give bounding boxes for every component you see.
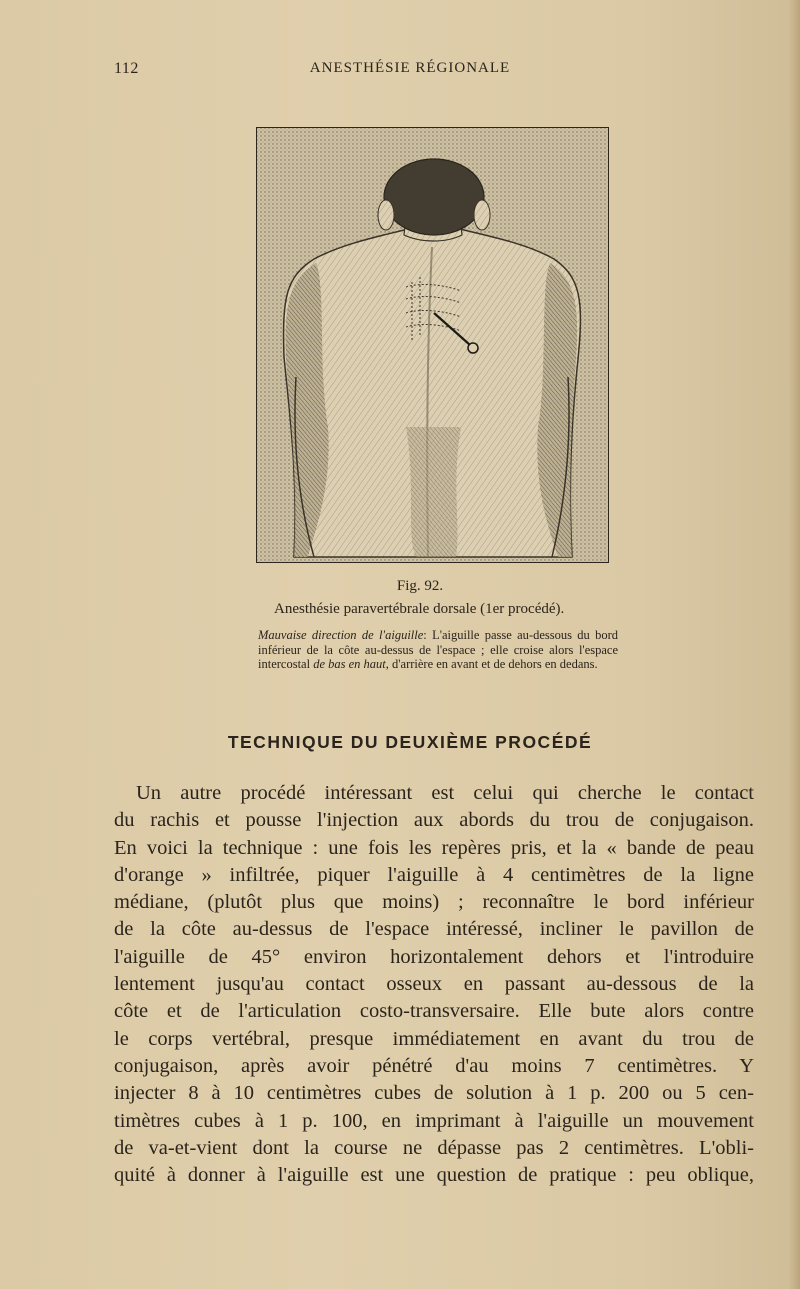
lower-back-shading [406, 427, 461, 557]
text-line: Un autre procédé intéressant est celui qui cherche le contact [136, 782, 754, 804]
text-line: côte et de l'articulation costo-transversaire. Elle bute alors contre [114, 1000, 754, 1023]
text-line: timètres cubes à 1 p. 100, en imprimant à l'aiguille un mouvement [114, 1109, 754, 1132]
caption-text: : L'aiguille passe au-dessous du bord inférieur de la côte au-dessus de l'espace ; elle croise alors l'espace intercostal [258, 628, 618, 671]
text-line: du rachis et pousse l'injection aux abords du trou de conjugaison. [114, 809, 754, 832]
text-line: de la côte au-dessus de l'espace intéressé, incliner le pavillon de [114, 918, 754, 941]
text-line: le corps vertébral, presque immédiatement en avant du trou de [114, 1027, 754, 1050]
text-line: En voici la technique : une fois les repères pris, et la « bande de peau [114, 836, 754, 859]
text-line: conjugaison, après avoir pénétré d'au moins 7 centimètres. Y [114, 1054, 754, 1077]
text-line: l'aiguille de 45° environ horizontalement dehors et l'introduire [114, 945, 754, 968]
caption-end: , d'arrière en avant et de dehors en dedans. [385, 657, 598, 671]
needle-hub [468, 343, 478, 353]
left-ear [378, 200, 394, 230]
running-title: ANESTHÉSIE RÉGIONALE [309, 60, 511, 76]
text-line: de va-et-vient dont la course ne dépasse pas 2 centimètres. L'obli- [114, 1136, 754, 1159]
page-header [0, 60, 800, 84]
section-heading: TECHNIQUE DU DEUXIÈME PROCÉDÉ [227, 732, 593, 752]
text-line: d'orange » infiltrée, piquer l'aiguille à 4 centimètres de la ligne [114, 863, 754, 886]
right-ear [474, 200, 490, 230]
page-number: 112 [114, 60, 139, 77]
figure-label: Fig. 92. [396, 578, 444, 594]
figure-illustration [256, 127, 609, 563]
body-paragraph [114, 780, 754, 1189]
figure-caption [258, 628, 618, 672]
text-line: injecter 8 à 10 centimètres cubes de solution à 1 p. 200 ou 5 cen- [114, 1082, 754, 1105]
figure-title: Anesthésie paravertébrale dorsale (1er procédé). [274, 601, 565, 617]
text-line: quité à donner à l'aiguille est une question de pratique : peu oblique, [114, 1164, 754, 1187]
head [384, 159, 484, 235]
caption-italic-mid: de bas en haut [313, 657, 386, 671]
page-edge-shadow [790, 0, 800, 1289]
back-engraving [256, 127, 609, 563]
caption-italic-lead: Mauvaise direction de l'aiguille [258, 628, 424, 642]
text-line: lentement jusqu'au contact osseux en passant au-dessous de la [114, 973, 754, 996]
text-line: médiane, (plutôt plus que moins) ; reconnaître le bord inférieur [114, 891, 754, 914]
